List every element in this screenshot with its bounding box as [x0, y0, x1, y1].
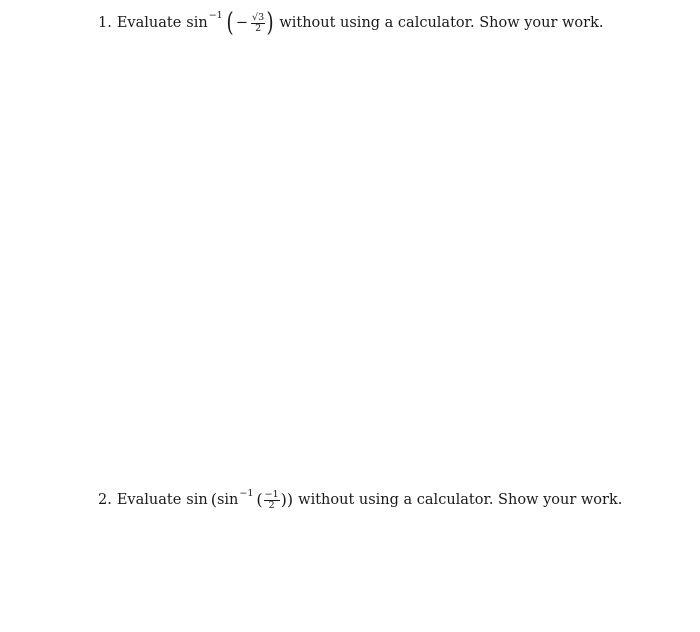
inner-function-name: sin	[216, 492, 239, 509]
problem-lead-text: Evaluate	[116, 14, 182, 31]
problem-trail-text: without using a calculator. Show your work.	[298, 492, 623, 509]
problem-trail-text: without using a calculator. Show your work.	[279, 14, 604, 31]
problem-1	[98, 10, 603, 36]
open-paren: (	[226, 8, 234, 38]
problem-number: 1.	[98, 14, 112, 31]
inner-open-paren: (	[256, 490, 263, 510]
minus-sign: −	[235, 14, 249, 31]
outer-function-name: sin	[186, 492, 208, 509]
radicand: 3	[258, 11, 265, 23]
fraction-numerator: −1	[264, 489, 279, 500]
fraction	[251, 13, 265, 34]
function-name: sin	[186, 14, 208, 31]
exponent: −1	[208, 10, 223, 22]
outer-open-paren: (	[210, 490, 217, 510]
outer-close-paren: )	[286, 490, 294, 510]
fraction-denominator: 2	[268, 499, 275, 511]
problem-2	[98, 487, 623, 511]
exponent: −1	[239, 487, 254, 499]
close-paren: )	[266, 8, 274, 38]
problem-number: 2.	[98, 492, 112, 509]
radical-sign: √	[252, 11, 259, 23]
fraction-numerator	[251, 13, 265, 24]
inner-close-paren: )	[280, 490, 287, 510]
fraction-denominator: 2	[255, 22, 262, 34]
fraction	[264, 490, 280, 511]
problem-lead-text: Evaluate	[116, 492, 182, 509]
